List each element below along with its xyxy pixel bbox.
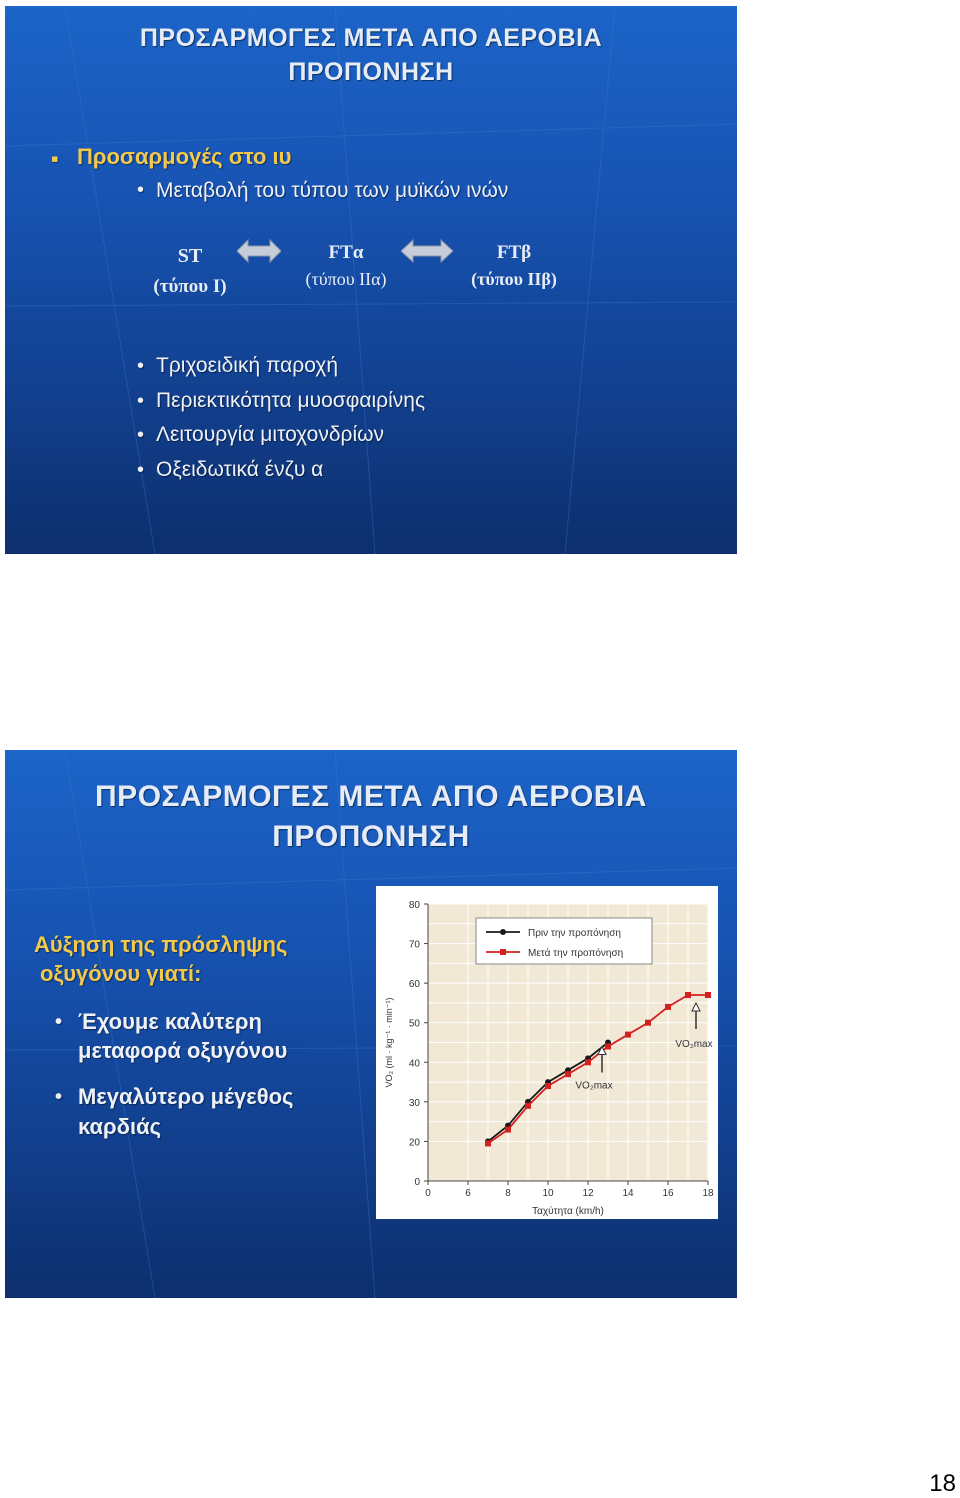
data-point-after [485, 1140, 491, 1146]
y-tick-label: 30 [408, 1097, 420, 1109]
data-point-after [645, 1020, 651, 1026]
fiber-fta-type: (τύπου ΙΙα) [305, 269, 387, 289]
sub-bullet-text: Μεταβολή του τύπου των μυϊκών ινών [156, 179, 509, 202]
x-axis-label: Ταχύτητα (km/h) [532, 1206, 604, 1217]
bullet-mitochondria: Λειτουργία μιτοχονδρίων [156, 423, 385, 446]
bullet-heart-line-2: καρδιάς [78, 1114, 162, 1139]
slide-title-line-2: ΠΡΟΠΟΝΗΣΗ [272, 820, 470, 853]
fiber-ftb-type: (τύπου ΙΙβ) [471, 269, 557, 289]
bullet-marker: • [137, 459, 145, 481]
vo2max-after-label: VO₂max [675, 1039, 713, 1051]
data-point-after [545, 1083, 551, 1089]
legend-label: Πριν την προπόνηση [528, 928, 621, 939]
slide-2 [5, 750, 737, 1298]
bullet-marker: • [137, 355, 145, 377]
slide-1 [5, 6, 737, 554]
page-number: 18 [929, 1470, 956, 1497]
slide-title-line-2: ΠΡΟΠΟΝΗΣΗ [288, 58, 454, 86]
y-tick-label: 60 [408, 979, 420, 991]
heading-line-2: οξυγόνου γιατί: [40, 961, 202, 986]
legend-marker [500, 929, 506, 935]
bullet-transport-line-2: μεταφορά οξυγόνου [78, 1038, 288, 1063]
data-point-after [705, 992, 711, 998]
data-point-after [565, 1071, 571, 1077]
data-point-after [605, 1043, 611, 1049]
main-bullet-text: Προσαρμογές στο ιυ [77, 144, 292, 169]
x-tick-label: 16 [662, 1188, 674, 1199]
x-tick-label: 0 [425, 1188, 431, 1199]
y-tick-label: 70 [408, 939, 420, 951]
bullet-heart-line-1: Μεγαλύτερο μέγεθος [78, 1084, 294, 1109]
data-point-after [525, 1103, 531, 1109]
y-tick-label: 0 [414, 1177, 420, 1188]
y-tick-label: 80 [408, 900, 420, 911]
bullet-myoglobin: Περιεκτικότητα μυοσφαιρίνης [156, 389, 426, 412]
y-tick-label: 20 [408, 1137, 420, 1149]
double-arrow-icon [237, 238, 281, 264]
data-point-after [625, 1032, 631, 1038]
y-tick-label: 50 [408, 1018, 420, 1030]
data-point-after [685, 992, 691, 998]
sub-bullet-marker: • [137, 179, 145, 201]
bullet-transport-line-1: Έχουμε καλύτερη [78, 1009, 262, 1034]
y-axis-label: VO₂ (ml · kg⁻¹ · min⁻¹) [384, 997, 394, 1088]
fiber-fta-name: FTα [328, 242, 364, 263]
bullet-marker: • [55, 1086, 63, 1108]
vo2-chart-panel [376, 886, 718, 1219]
data-point-after [585, 1059, 591, 1065]
bullet-marker: • [137, 390, 145, 412]
x-tick-label: 6 [465, 1188, 471, 1199]
data-point-after [505, 1127, 511, 1133]
bullet-marker: • [137, 424, 145, 446]
double-arrow-icon [401, 238, 453, 264]
bullet-enzymes: Οξειδωτικά ένζυ α [156, 458, 324, 481]
legend-marker [500, 949, 506, 955]
x-tick-label: 14 [622, 1188, 634, 1199]
x-tick-label: 10 [542, 1188, 554, 1199]
fiber-st-type: (τύπου Ι) [153, 276, 227, 297]
fiber-st-name: ST [177, 245, 203, 267]
slide-title-line-1: ΠΡΟΣΑΡΜΟΓΕΣ ΜΕΤΑ ΑΠΟ ΑΕΡΟΒΙΑ [139, 24, 603, 52]
x-tick-label: 8 [505, 1188, 511, 1199]
y-tick-label: 40 [408, 1058, 420, 1070]
heading-line-1: Αύξηση της πρόσληψης [34, 932, 288, 957]
main-bullet-marker: ▪ [51, 146, 59, 171]
legend-label: Μετά την προπόνηση [528, 948, 624, 959]
data-point-after [665, 1004, 671, 1010]
bullet-marker: • [55, 1011, 63, 1033]
bullet-capillary: Τριχοειδική παροχή [156, 354, 339, 377]
fiber-ftb-name: FTβ [496, 242, 532, 263]
x-tick-label: 18 [702, 1188, 714, 1199]
vo2max-before-label: VO₂max [575, 1080, 613, 1092]
vo2-line-chart [376, 886, 718, 1219]
slide-title-line-1: ΠΡΟΣΑΡΜΟΓΕΣ ΜΕΤΑ ΑΠΟ ΑΕΡΟΒΙΑ [95, 780, 647, 813]
x-tick-label: 12 [582, 1188, 594, 1199]
